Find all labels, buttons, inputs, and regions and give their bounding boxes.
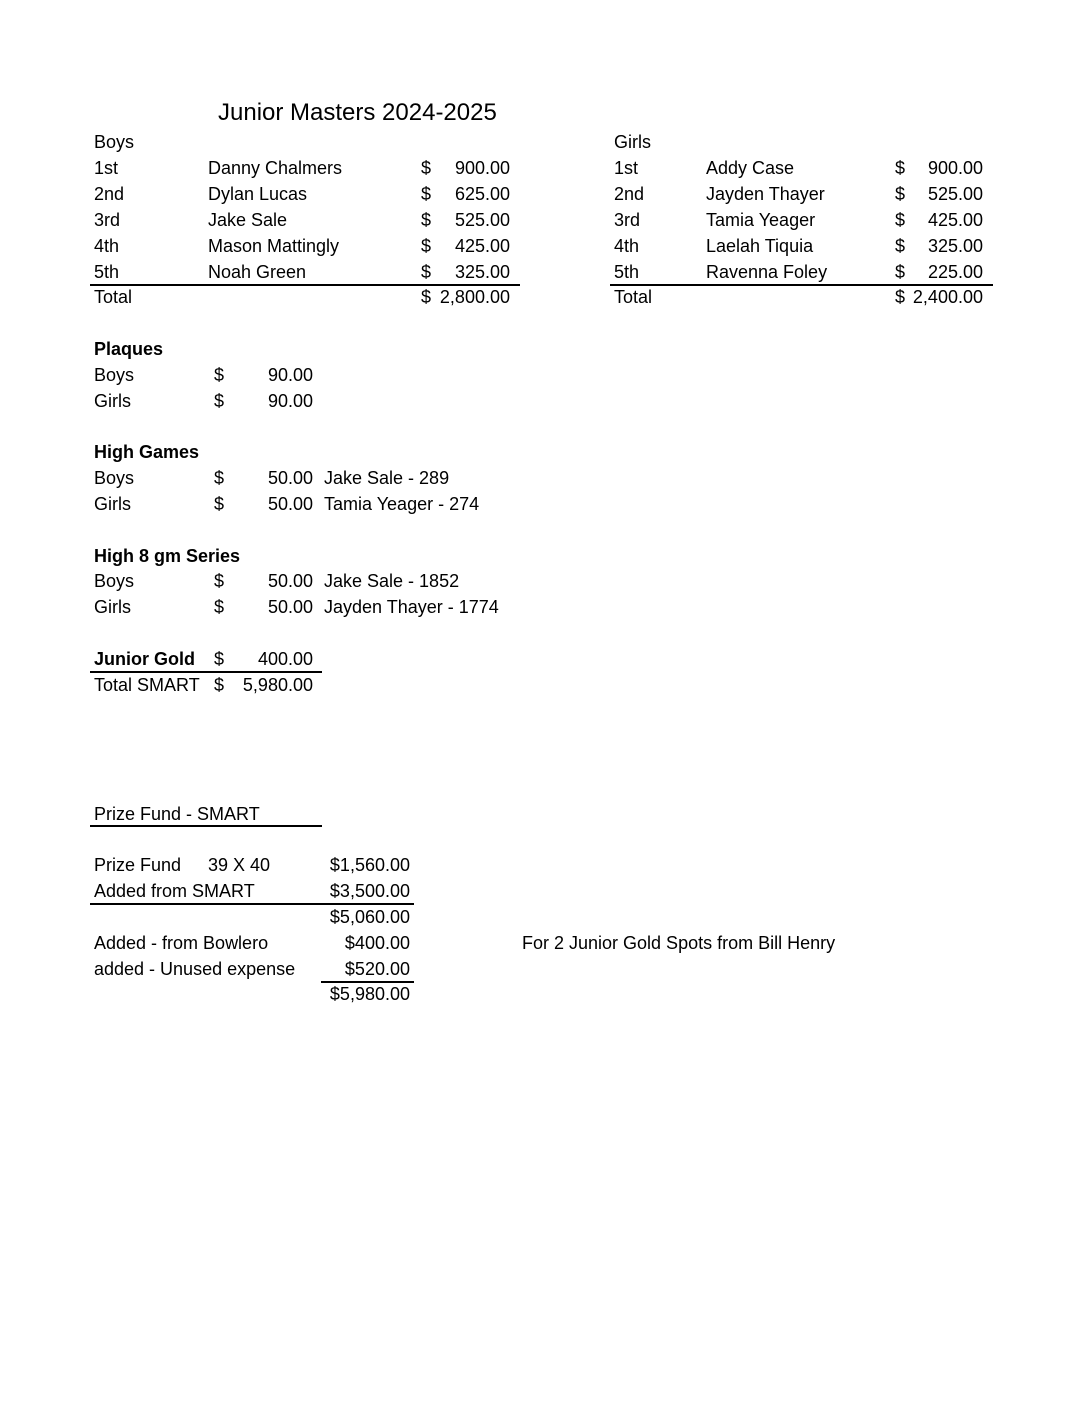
section-heading: High 8 gm Series [94,546,241,566]
row-label: Boys [94,365,135,385]
total-divider [90,671,322,673]
currency-symbol: $ [421,236,432,256]
bowler-name: Dylan Lucas [208,184,308,204]
winner: Tamia Yeager - 274 [324,494,480,514]
bowler-name: Jayden Thayer [706,184,825,204]
subtotal-divider [90,903,414,905]
place: 4th [94,236,120,256]
bowler-name: Tamia Yeager [706,210,816,230]
prize-amount: 325.00 [927,236,983,256]
currency-symbol: $ [214,597,225,617]
winner: Jayden Thayer - 1774 [324,597,499,617]
currency-symbol: $ [421,210,432,230]
amount: 400.00 [257,649,313,669]
section-heading: Prize Fund - SMART [94,804,260,824]
row-label: Girls [94,494,131,514]
subtotal-amount: $5,060.00 [329,907,410,927]
row-label: added - Unused expense [94,959,296,979]
prize-amount: 900.00 [927,158,983,178]
amount: $400.00 [344,933,410,953]
currency-symbol: $ [895,262,906,282]
row-label: Girls [94,597,131,617]
currency-symbol: $ [895,236,906,256]
currency-symbol: $ [421,262,432,282]
total-amount: $5,980.00 [329,984,410,1004]
amount: $520.00 [344,959,410,979]
place: 5th [614,262,640,282]
place: 4th [614,236,640,256]
currency-symbol: $ [421,287,432,307]
row-label: Girls [94,391,131,411]
boys-heading: Boys [94,132,135,152]
bowler-name: Mason Mattingly [208,236,340,256]
bowler-name: Danny Chalmers [208,158,343,178]
girls-heading: Girls [614,132,651,152]
row-label: Added - from Bowlero [94,933,269,953]
amount: 50.00 [267,571,313,591]
prize-amount: 625.00 [454,184,510,204]
section-heading: Plaques [94,339,164,359]
row-label: Boys [94,571,135,591]
row-label: Junior Gold [94,649,195,669]
place: 2nd [614,184,645,204]
total-amount: 2,800.00 [439,287,510,307]
row-label: Added from SMART [94,881,255,901]
amount: $1,560.00 [329,855,410,875]
currency-symbol: $ [214,649,225,669]
amount: 50.00 [267,468,313,488]
bowler-name: Laelah Tiquia [706,236,814,256]
row-label: Total SMART [94,675,200,695]
amount: 5,980.00 [242,675,313,695]
prize-amount: 325.00 [454,262,510,282]
amount: 50.00 [267,597,313,617]
amount: 50.00 [267,494,313,514]
prize-amount: 525.00 [454,210,510,230]
currency-symbol: $ [895,210,906,230]
heading-underline [90,825,322,827]
place: 3rd [614,210,641,230]
prize-amount: 425.00 [454,236,510,256]
currency-symbol: $ [214,391,225,411]
place: 1st [94,158,119,178]
bowler-name: Jake Sale [208,210,288,230]
currency-symbol: $ [214,571,225,591]
place: 2nd [94,184,125,204]
currency-symbol: $ [895,287,906,307]
currency-symbol: $ [214,365,225,385]
winner: Jake Sale - 1852 [324,571,460,591]
place: 1st [614,158,639,178]
total-amount: 2,400.00 [912,287,983,307]
bowler-name: Ravenna Foley [706,262,828,282]
place: 3rd [94,210,121,230]
formula: 39 X 40 [208,855,271,875]
winner: Jake Sale - 289 [324,468,450,488]
total-label: Total [94,287,133,307]
prize-amount: 225.00 [927,262,983,282]
bowler-name: Addy Case [706,158,795,178]
currency-symbol: $ [214,494,225,514]
section-heading: High Games [94,442,200,462]
bowler-name: Noah Green [208,262,307,282]
row-label: Boys [94,468,135,488]
currency-symbol: $ [895,158,906,178]
total-label: Total [614,287,653,307]
prize-amount: 900.00 [454,158,510,178]
note: For 2 Junior Gold Spots from Bill Henry [522,933,836,953]
row-label: Prize Fund [94,855,182,875]
currency-symbol: $ [895,184,906,204]
currency-symbol: $ [214,468,225,488]
amount: $3,500.00 [329,881,410,901]
currency-symbol: $ [421,158,432,178]
currency-symbol: $ [214,675,225,695]
amount: 90.00 [267,391,313,411]
place: 5th [94,262,120,282]
amount: 90.00 [267,365,313,385]
currency-symbol: $ [421,184,432,204]
prize-amount: 425.00 [927,210,983,230]
page-title: Junior Masters 2024-2025 [218,99,497,126]
prize-amount: 525.00 [927,184,983,204]
